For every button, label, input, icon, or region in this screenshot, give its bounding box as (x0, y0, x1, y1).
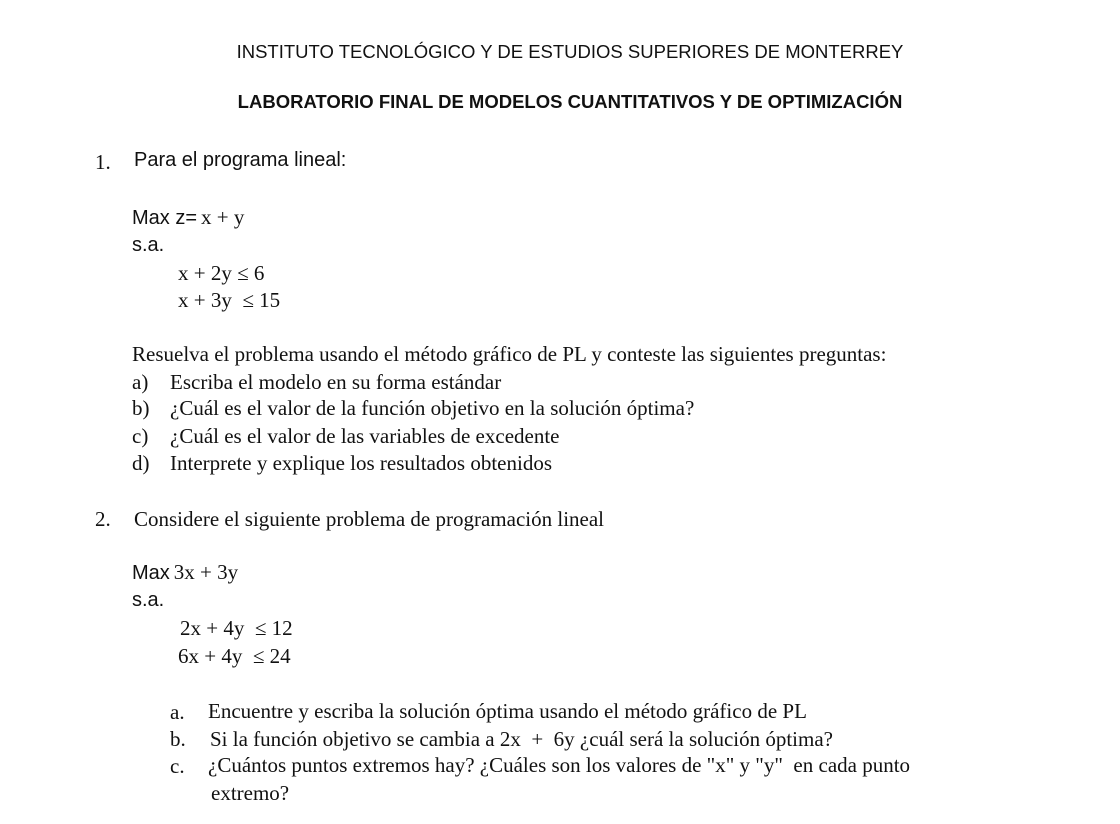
problem-1-number: 1. (95, 150, 111, 174)
list-text: ¿Cuántos puntos extremos hay? ¿Cuáles son los valores de "x" y "y" en cada punto (208, 753, 911, 777)
list-text: ¿Cuál es el valor de la función objetivo en la solución óptima? (170, 396, 695, 420)
list-marker: d) (132, 451, 150, 475)
problem-1-instruction: Resuelva el problema usando el método gráfico de PL y conteste las siguientes preguntas: (132, 342, 887, 366)
objective-label: Max (132, 562, 170, 584)
objective-label: Max z= (132, 207, 198, 229)
list-text-continuation: extremo? (211, 781, 290, 805)
list-text: Encuentre y escriba la solución óptima usando el método gráfico de PL (208, 699, 807, 723)
problem-2-number: 2. (95, 507, 111, 531)
list-marker: a) (132, 370, 149, 394)
list-marker: c) (132, 424, 149, 448)
list-text: ¿Cuál es el valor de las variables de excedente (170, 424, 560, 448)
list-text: Interprete y explique los resultados obtenidos (170, 451, 552, 475)
lab-title-heading: LABORATORIO FINAL DE MODELOS CUANTITATIVOS Y DE OPTIMIZACIÓN (237, 91, 903, 112)
objective-expression: 3x + 3y (173, 560, 239, 584)
list-text: Escriba el modelo en su forma estándar (170, 370, 502, 394)
list-marker: a. (170, 700, 185, 724)
list-text: Si la función objetivo se cambia a 2x + 6y ¿cuál será la solución óptima? (210, 727, 833, 751)
problem-1-objective (132, 207, 244, 228)
institution-heading: INSTITUTO TECNOLÓGICO Y DE ESTUDIOS SUPERIORES DE MONTERREY (236, 41, 904, 62)
objective-expression: x + y (201, 205, 245, 229)
constraint-1: x + 2y ≤ 6 (178, 261, 265, 285)
subject-to-label: s.a. (132, 589, 165, 611)
list-marker: b. (170, 727, 186, 751)
constraint-1: 2x + 4y ≤ 12 (180, 616, 293, 640)
list-marker: b) (132, 396, 150, 420)
problem-1-intro: Para el programa lineal: (134, 149, 347, 171)
constraint-2: 6x + 4y ≤ 24 (178, 644, 291, 668)
problem-2-intro: Considere el siguiente problema de programación lineal (134, 507, 605, 531)
constraint-2: x + 3y ≤ 15 (178, 288, 281, 312)
problem-2-objective (132, 562, 238, 583)
subject-to-label: s.a. (132, 234, 165, 256)
list-marker: c. (170, 754, 185, 778)
